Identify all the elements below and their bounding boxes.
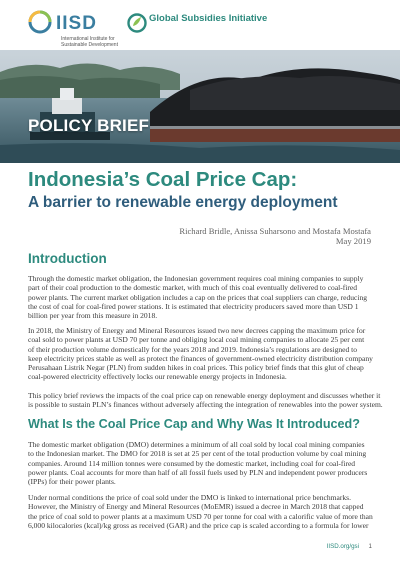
text-line: Under normal conditions the price of coal sold under the DMO is linked to international price benchmarks.: [28, 493, 351, 502]
paragraph: [28, 493, 373, 530]
document-subtitle: A barrier to renewable energy deployment: [28, 194, 338, 211]
paragraph: [28, 274, 373, 320]
text-line: the cost of coal for coal-fired power stations. It is estimated that electricity producers saved more than USD 1: [28, 301, 359, 311]
coal-barge-photo: [0, 50, 400, 163]
authors-block: [179, 226, 371, 246]
header-logos: [0, 0, 400, 50]
footer-link[interactable]: IISD.org/gsi: [326, 543, 359, 550]
iisd-subtitle: International Institute for Sustainable Development: [61, 36, 118, 48]
text-line: billion per year from this measure in 2018.: [28, 311, 158, 321]
text-line: the price of coal sold to power plants at a maximum USD 70 per tonne for coal with a calorific value of more than: [28, 511, 373, 521]
iisd-globe-icon: [28, 10, 52, 34]
text-line: coal sold to power plants at USD 70 per tonne and obliging local coal mining companies to allocate 25 per cent: [28, 335, 365, 345]
text-line: companies. Around 114 million tonnes were consumed by the domestic market, including coal for coal-fired: [28, 458, 356, 468]
policy-brief-label: POLICY BRIEF: [28, 116, 150, 135]
text-line: Perusahaan Listrik Negar (PLN) from sudden hikes in coal prices. This policy brief finds that this glut of cheap: [28, 363, 364, 373]
paragraph: [28, 326, 373, 382]
gsi-leaf-icon: [127, 12, 147, 34]
text-line: is possible to sustain PLN’s finances without adversely affecting the integration of renewables into the power system.: [28, 400, 383, 410]
text-line: In 2018, the Ministry of Energy and Mineral Resources issued two new decrees capping the maximum price for: [28, 326, 366, 335]
iisd-wordmark: IISD: [56, 13, 97, 34]
text-line: This policy brief reviews the impacts of the coal price cap on renewable energy deployment and discusses whether it: [28, 391, 381, 400]
publication-date: May 2019: [335, 236, 371, 246]
text-line: (IPPs) for their power plants.: [28, 477, 116, 487]
gsi-logo[interactable]: [127, 12, 268, 39]
page-number: 1: [368, 543, 372, 550]
document-title: Indonesia’s Coal Price Cap:: [28, 168, 298, 191]
text-line: to the Indonesian market. The DMO for 2018 is set at 25 per cent of the total production volume by coal mining: [28, 449, 367, 459]
text-line: of their production volume domestically for the years 2018 and 2019. Indonesia’s regulations are designed to: [28, 344, 358, 354]
gsi-name: Global Subsidies Initiative: [149, 13, 268, 24]
text-line: The domestic market obligation (DMO) determines a minimum of all coal sold by local coal mining companies: [28, 440, 365, 449]
text-line: coal-powered electricity effectively locks our renewable energy projects in Indonesia.: [28, 372, 287, 382]
text-line: keep electricity prices stable as well as protect the finances of government-owned electricity distribution company: [28, 353, 373, 363]
paragraph: [28, 391, 383, 410]
text-line: part of their coal production to the domestic market, with much of this coal eventually delivered to coal-fired: [28, 283, 358, 293]
section-heading-introduction: Introduction: [28, 251, 107, 266]
text-line: Through the domestic market obligation, the Indonesian government requires coal mining companies to supply: [28, 274, 364, 283]
text-line: 6,000 kilocalories (kcal)/kg gross as received (GAR) and the price cap is scaled according to a formula for lower: [28, 520, 369, 530]
text-line: power plants. The current market obligation includes a cap on the prices that coal suppliers can charge, reducing: [28, 292, 368, 302]
author-names: Richard Bridle, Anissa Suharsono and Mostafa Mostafa: [179, 226, 371, 236]
paragraph: [28, 440, 373, 486]
section-heading-coal-price-cap: What Is the Coal Price Cap and Why Was It Introduced?: [28, 417, 360, 431]
hero-photo: [0, 50, 400, 163]
text-line: However, the Ministry of Energy and Mineral Resources (MoEMR) issued a decree in March 2018 that capped: [28, 502, 364, 512]
text-line: power plants. Coal accounts for more than half of all fossil fuels used by PLN and independent power producers: [28, 467, 368, 477]
